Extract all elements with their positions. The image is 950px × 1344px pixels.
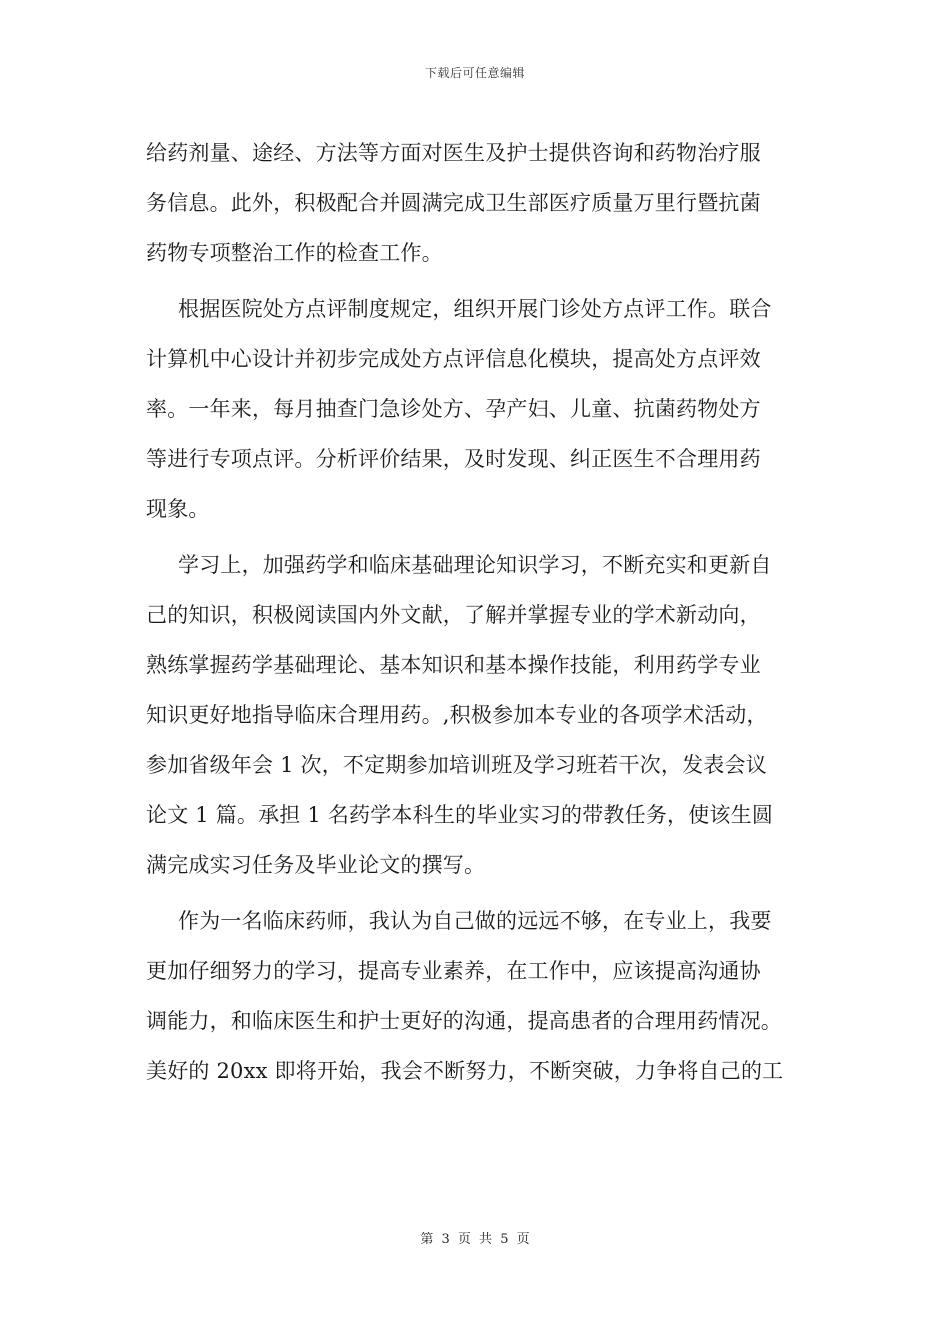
page-header: 下载后可任意编辑 xyxy=(424,66,525,80)
text-line: 调能力，和临床医生和护士更好的沟通，提高患者的合理用药情况。 xyxy=(146,1009,782,1033)
text-line: 论文 1 篇。承担 1 名药学本科生的毕业实习的带教任务，使该生圆 xyxy=(146,803,774,827)
text-line: 作为一名临床药师，我认为自己做的远远不够，在专业上，我要 xyxy=(178,909,772,933)
text-line: 美好的 20xx 即将开始，我会不断努力，不断突破，力争将自己的工 xyxy=(146,1059,784,1083)
text-line: 药物专项整治工作的检查工作。 xyxy=(146,241,443,265)
text-line: 计算机中心设计并初步完成处方点评信息化模块，提高处方点评效 xyxy=(146,347,761,371)
text-line: 务信息。此外，积极配合并圆满完成卫生部医疗质量万里行暨抗菌 xyxy=(146,191,761,215)
text-line: 满完成实习任务及毕业论文的撰写。 xyxy=(146,853,486,877)
text-line: 给药剂量、途经、方法等方面对医生及护士提供咨询和药物治疗服 xyxy=(146,141,761,165)
text-line: 参加省级年会 1 次，不定期参加培训班及学习班若干次，发表会议 xyxy=(146,753,767,777)
text-line: 现象。 xyxy=(146,497,210,521)
page-number: 第 3 页 共 5 页 xyxy=(420,1232,530,1247)
text-line: 更加仔细努力的学习，提高专业素养，在工作中，应该提高沟通协 xyxy=(146,959,761,983)
text-line: 率。一年来，每月抽查门急诊处方、孕产妇、儿童、抗菌药物处方 xyxy=(146,397,761,421)
text-line: 知识更好地指导临床合理用药。,积极参加本专业的各项学术活动， xyxy=(146,703,768,727)
text-line: 熟练掌握药学基础理论、基本知识和基本操作技能，利用药学专业 xyxy=(146,653,761,677)
document-body xyxy=(146,128,816,1096)
text-line: 己的知识，积极阅读国内外文献，了解并掌握专业的学术新动向， xyxy=(146,603,761,627)
text-line: 学习上，加强药学和临床基础理论知识学习，不断充实和更新自 xyxy=(178,553,772,577)
text-line: 根据医院处方点评制度规定，组织开展门诊处方点评工作。联合 xyxy=(178,297,772,321)
text-line: 等进行专项点评。分析评价结果，及时发现、纠正医生不合理用药 xyxy=(146,447,761,471)
